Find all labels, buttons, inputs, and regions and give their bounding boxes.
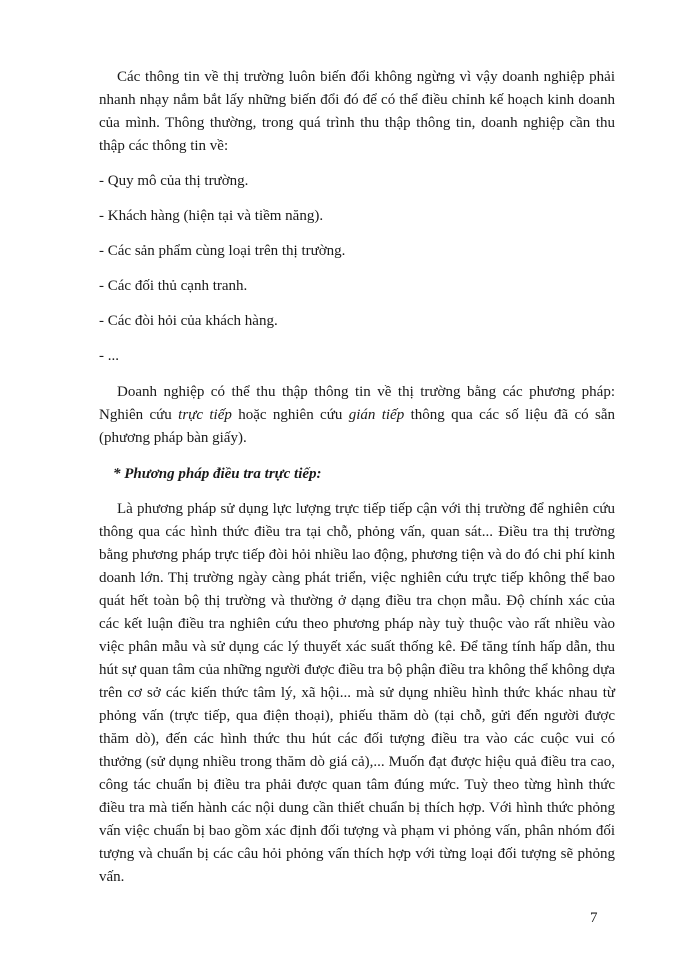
- emphasis-indirect: gián tiếp: [348, 407, 405, 423]
- paragraph-text: thông qua các số liệu đã có sẵn (phương pháp bàn giấy).: [99, 407, 615, 446]
- paragraph-market-info: Các thông tin về thị trường luôn biến đổi không ngừng vì vậy doanh nghiệp phải nhanh nhạy nắm bắt lấy những biến đổi đó để có thể điều chỉnh kế hoạch kinh doanh của mình. Thông thường, trong quá trình thu thập thông tin, doanh nghiệp cần thu thập các thông tin về:: [99, 69, 615, 154]
- bullet-item: - Các đòi hỏi của khách hàng.: [99, 313, 278, 329]
- bullet-item: - Các đối thủ cạnh tranh.: [99, 278, 248, 294]
- paragraph-text: hoặc nghiên cứu: [231, 407, 349, 423]
- bullet-item: - Các sản phẩm cùng loại trên thị trường.: [99, 243, 346, 259]
- paragraph-text: Doanh nghiệp có thể thu thập thông tin về thị trường bằng các phương pháp: Nghiên cứu: [99, 384, 615, 423]
- info-bullet-list: [99, 170, 615, 368]
- paragraph-research-methods: [99, 381, 615, 450]
- emphasis-direct: trực tiếp: [178, 407, 232, 423]
- page-number: 7: [590, 910, 598, 926]
- section-heading: * Phương pháp điều tra trực tiếp:: [113, 466, 322, 482]
- bullet-item: - Khách hàng (hiện tại và tiềm năng).: [99, 208, 324, 224]
- bullet-item: - Quy mô của thị trường.: [99, 173, 249, 189]
- paragraph-direct-survey: Là phương pháp sử dụng lực lượng trực tiếp tiếp cận với thị trường để nghiên cứu thông qua các hình thức điều tra tại chỗ, phỏng vấn, quan sát... Điều tra thị trường bằng phương pháp trực tiếp đòi hỏi nhiều lao động, phương tiện và do đó chi phí kinh doanh lớn. Thị trường ngày càng phát triển, việc nghiên cứu trực tiếp không thể bao quát hết toàn bộ thị trường và thường ở dạng điều tra chọn mẫu. Độ chính xác của các kết luận điều tra nghiên cứu theo phương pháp này tuỳ thuộc vào rất nhiều vào việc phân mẫu và sử dụng các lý thuyết xác suất thống kê. Để tăng tính hấp dẫn, thu hút sự quan tâm của những người được điều tra bộ phận điều tra không thể không dựa trên cơ sở các kiến thức tâm lý, xã hội... mà sử dụng nhiều hình thức khác nhau từ phỏng vấn (trực tiếp, qua điện thoại), phiếu thăm dò (tại chỗ, gửi đến người được thăm dò), đến các hình thức thu hút các đối tượng điều tra vào các cuộc vui có thưởng (sử dụng nhiều trong thăm dò giá cả),... Muốn đạt được hiệu quả điều tra cao, công tác chuẩn bị điều tra phải được quan tâm đúng mức. Tuỳ theo từng hình thức điều tra mà tiến hành các nội dung cần thiết chuẩn bị thích hợp. Với hình thức phỏng vấn việc chuẩn bị bao gồm xác định đối tượng và phạm vi phỏng vấn, phân nhóm đối tượng và chuẩn bị các câu hỏi phỏng vấn thích hợp với từng loại đối tượng sẽ phỏng vấn.: [99, 501, 615, 885]
- document-page: [99, 66, 615, 889]
- bullet-item: - ...: [99, 348, 119, 364]
